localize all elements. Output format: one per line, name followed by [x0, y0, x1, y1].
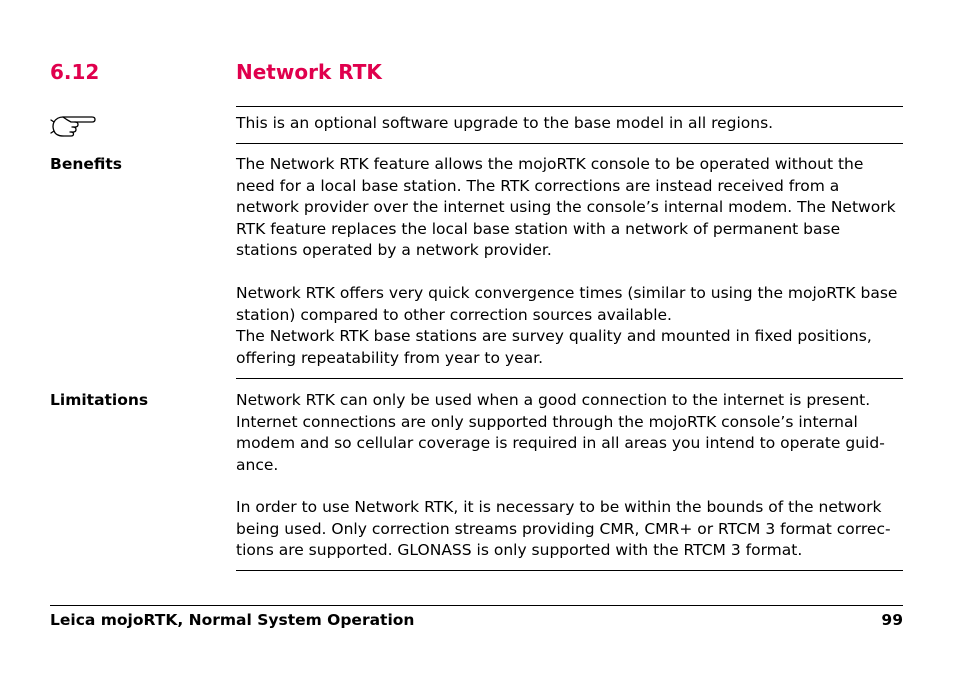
- text-line: RTK feature replaces the local base station with a network of permanent base: [236, 219, 841, 238]
- text-line: tions are supported. GLONASS is only supported with the RTCM 3 format.: [236, 541, 803, 560]
- limitations-label: Limitations: [50, 391, 149, 409]
- section-number: 6.12: [50, 60, 100, 84]
- divider: [236, 570, 903, 571]
- text-line: being used. Only correction streams providing CMR, CMR+ or RTCM 3 format correc-: [236, 519, 891, 538]
- section-title: Network RTK: [236, 60, 382, 84]
- text-line: In order to use Network RTK, it is necessary to be within the bounds of the network: [236, 498, 882, 516]
- text-line: station) compared to other correction sources available.: [236, 305, 672, 324]
- text-line: Network RTK offers very quick convergence times (similar to using the mojoRTK base: [236, 284, 898, 302]
- text-line: network provider over the internet using the console’s internal modem. The Network: [236, 198, 896, 217]
- text-line: ance.: [236, 455, 279, 474]
- benefits-paragraph-2: [236, 283, 904, 369]
- footer-title: Leica mojoRTK, Normal System Operation: [50, 611, 415, 629]
- text-line: need for a local base station. The RTK corrections are instead received from a: [236, 176, 840, 195]
- divider: [236, 143, 903, 144]
- divider: [236, 106, 903, 107]
- text-line: offering repeatability from year to year.: [236, 348, 543, 367]
- limitations-paragraph-1: [236, 390, 904, 476]
- benefits-paragraph-1: [236, 154, 904, 262]
- benefits-label: Benefits: [50, 155, 122, 173]
- text-line: Internet connections are only supported through the mojoRTK console’s internal: [236, 412, 858, 431]
- footer-divider: [50, 605, 903, 606]
- divider: [236, 378, 903, 379]
- text-line: The Network RTK base stations are survey quality and mounted in fixed positions,: [236, 327, 872, 346]
- page-number: 99: [881, 611, 903, 629]
- note-text: This is an optional software upgrade to the base model in all regions.: [236, 114, 774, 132]
- pointing-hand-icon: [50, 111, 96, 137]
- limitations-paragraph-2: [236, 497, 904, 562]
- text-line: stations operated by a network provider.: [236, 241, 552, 260]
- text-line: Network RTK can only be used when a good connection to the internet is present.: [236, 391, 871, 409]
- text-line: modem and so cellular coverage is required in all areas you intend to operate guid-: [236, 434, 885, 453]
- text-line: The Network RTK feature allows the mojoRTK console to be operated without the: [236, 155, 864, 173]
